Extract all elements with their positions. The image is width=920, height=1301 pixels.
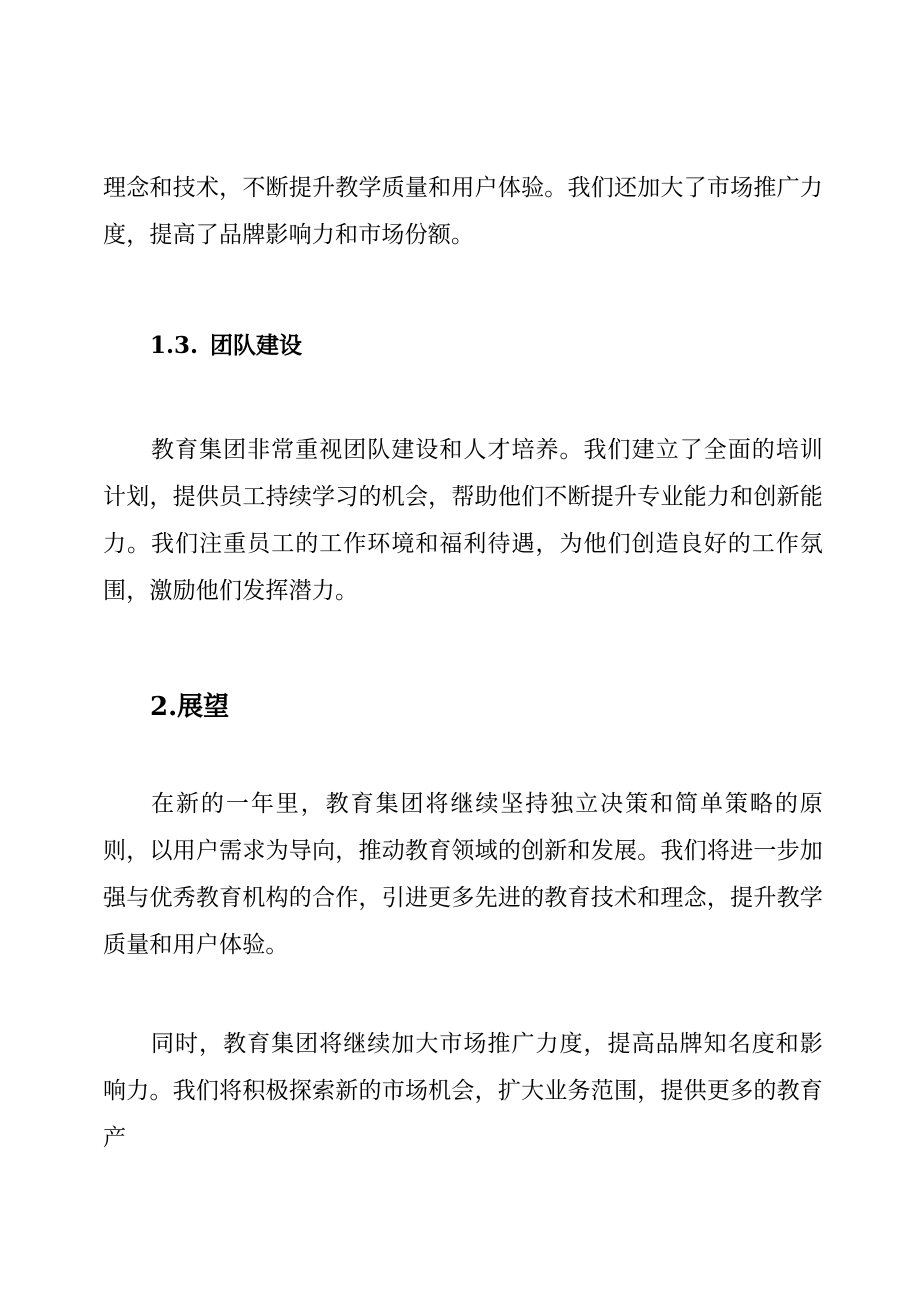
outlook-paragraph-2: 同时，教育集团将继续加大市场推广力度，提高品牌知名度和影响力。我们将积极探索新的市场机会，扩大业务范围，提供更多的教育产	[103, 1031, 823, 1151]
section-title: 团队建设	[210, 332, 303, 359]
outlook-paragraph-1: 在新的一年里，教育集团将继续坚持独立决策和简单策略的原则，以用户需求为导向，推动教育领域的创新和发展。我们将进一步加强与优秀教育机构的合作，引进更多先进的教育技术和理念，提升教学质量和用户体验。	[103, 791, 823, 958]
section-heading-team-building	[150, 331, 302, 361]
section-number: 1.3.	[150, 332, 199, 359]
team-building-paragraph: 教育集团非常重视团队建设和人才培养。我们建立了全面的培训计划，提供员工持续学习的机会，帮助他们不断提升专业能力和创新能力。我们注重员工的工作环境和福利待遇，为他们创造良好的工作氛围，激励他们发挥潜力。	[103, 437, 823, 604]
intro-paragraph: 理念和技术，不断提升教学质量和用户体验。我们还加大了市场推广力度，提高了品牌影响力和市场份额。	[103, 175, 823, 248]
section-heading-outlook: 2.展望	[150, 692, 230, 722]
